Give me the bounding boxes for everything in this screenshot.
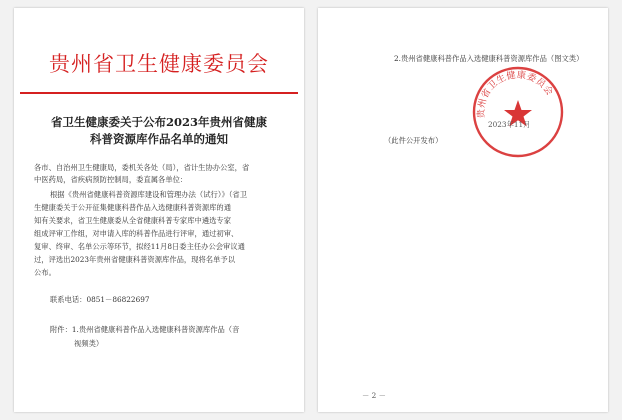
body-line-2: 生健康委关于公开征集健康科普作品入选健康科普资源库的通 — [34, 203, 232, 212]
body-line-1: 根据《贵州省健康科普资源库建设和管理办法（试行）》（省卫 — [50, 190, 248, 199]
addressee-line-2: 中医药局，省疾病预防控制局，委直属各单位： — [34, 175, 188, 184]
page-number: － 2 － — [362, 391, 386, 400]
attachment-line-2: 视频类） — [74, 339, 104, 348]
public-release-note: （此件公开发布） — [384, 136, 443, 145]
official-seal-stamp — [470, 64, 566, 160]
body-line-6: 过，评选出2023年贵州省健康科普资源库作品，现将名单予以 — [34, 255, 235, 264]
body-line-5: 复审、终审、名单公示等环节，拟经11月8日委主任办公会审议通 — [34, 242, 245, 251]
red-letterhead: 贵州省卫生健康委员会 — [49, 52, 269, 76]
body-line-3: 知有关要求，省卫生健康委从全省健康科普专家库中遴选专家 — [34, 216, 232, 225]
attachment-item-2: 2.贵州省健康科普作品入选健康科普资源库作品（图文类） — [394, 54, 584, 63]
body-line-4: 组成评审工作组，对申请入库的科普作品进行评审，通过初审、 — [34, 229, 239, 238]
document-page-right — [318, 8, 608, 412]
document-page-left — [14, 8, 304, 412]
addressee-line-1: 各市、自治州卫生健康局，委机关各处（局），省计生协办公室，省 — [34, 163, 250, 172]
notice-title-line-2: 科普资源库作品名单的通知 — [90, 132, 228, 146]
seal-text: 贵州省卫生健康委员会 — [475, 69, 556, 119]
attachment-line-1: 附件：1.贵州省健康科普作品入选健康科普资源库作品（音 — [50, 325, 240, 334]
notice-title-line-1: 省卫生健康委关于公布2023年贵州省健康 — [50, 115, 267, 129]
red-divider-line — [20, 92, 298, 94]
issue-date: 2023年11月 — [488, 120, 531, 129]
contact-phone: 联系电话：0851－86822697 — [50, 295, 150, 304]
body-line-7: 公布。 — [34, 268, 56, 277]
